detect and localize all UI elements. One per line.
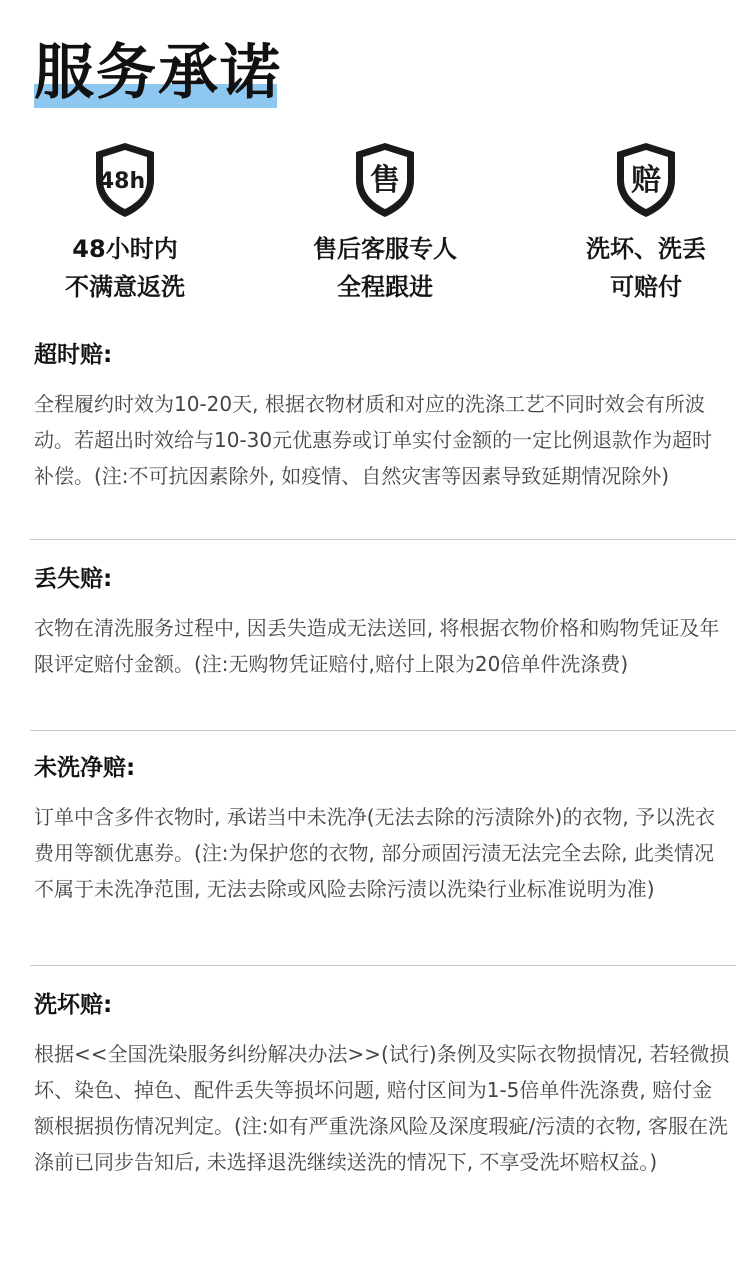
section-heading: 丢失赔: <box>34 566 113 592</box>
badge-label <box>265 230 505 306</box>
section-unclean-compensation <box>0 731 750 965</box>
section-lost-compensation <box>0 540 750 730</box>
badge-48h <box>5 140 245 306</box>
shield-compensation-icon <box>612 140 680 220</box>
service-badges <box>0 140 750 310</box>
page-header <box>34 40 282 110</box>
section-heading: 洗坏赔: <box>34 992 113 1018</box>
shield-sale-icon <box>351 140 419 220</box>
section-heading: 未洗净赔: <box>34 755 136 781</box>
svg-text:售: 售 <box>370 163 400 198</box>
svg-text:48h: 48h <box>98 169 146 194</box>
section-damage-compensation <box>0 966 750 1196</box>
badge-line-1: 售后客服专人 <box>313 235 457 263</box>
badge-label <box>5 230 245 306</box>
section-timeout-compensation <box>0 330 750 539</box>
badge-line-1: 洗坏、洗丢 <box>586 235 706 263</box>
section-body: 衣物在清洗服务过程中, 因丢失造成无法送回, 将根据衣物价格和购物凭证及年限评定赔付金额。(注:无购物凭证赔付,赔付上限为20倍单件洗涤费) <box>34 616 720 676</box>
badge-line-2: 可赔付 <box>610 273 682 301</box>
badge-label <box>526 230 750 306</box>
page-title: 服务承诺 <box>34 38 282 108</box>
commitment-sections <box>0 330 750 1196</box>
badge-after-sale <box>265 140 505 306</box>
section-heading: 超时赔: <box>34 342 113 368</box>
badge-line-2: 全程跟进 <box>337 273 433 301</box>
shield-48h-icon <box>91 140 159 220</box>
section-body: 根据<<全国洗染服务纠纷解决办法>>(试行)条例及实际衣物损情况, 若轻微损坏、染色、掉色、配件丢失等损坏问题, 赔付区间为1-5倍单件洗涤费, 赔付金额根据损伤情况判定。(注:如有严重洗涤风险及深度瑕疵/污渍的衣物, 客服在洗涤前已同步告知后, 未选择退洗继续送洗的情况下, 不享受洗坏赔权益。) <box>34 1042 730 1174</box>
badge-line-2: 不满意返洗 <box>65 273 185 301</box>
badge-compensation <box>526 140 750 306</box>
badge-line-1: 48小时内 <box>72 235 178 263</box>
svg-text:赔: 赔 <box>631 163 661 198</box>
section-body: 订单中含多件衣物时, 承诺当中未洗净(无法去除的污渍除外)的衣物, 予以洗衣费用等额优惠券。(注:为保护您的衣物, 部分顽固污渍无法完全去除, 此类情况不属于未洗净范围, 无法去除或风险去除污渍以洗染行业标准说明为准) <box>34 805 716 901</box>
section-body: 全程履约时效为10-20天, 根据衣物材质和对应的洗涤工艺不同时效会有所波动。若超出时效给与10-30元优惠券或订单实付金额的一定比例退款作为超时补偿。(注:不可抗因素除外, 如疫情、自然灾害等因素导致延期情况除外) <box>34 392 713 488</box>
